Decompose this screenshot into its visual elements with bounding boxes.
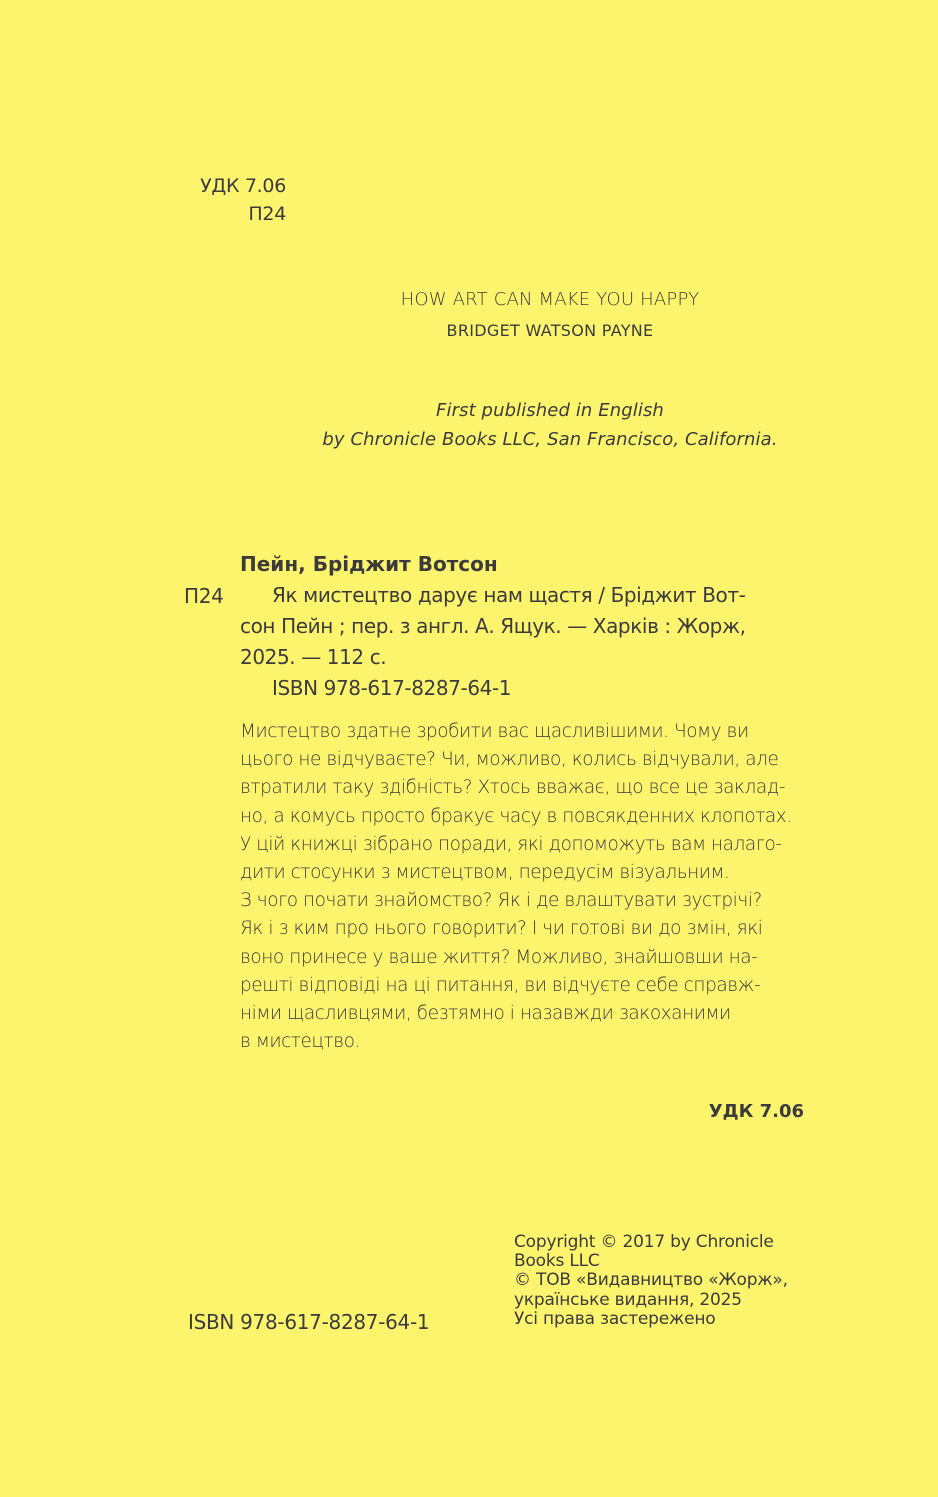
udk-code-bottom: УДК 7.06 [708,1101,804,1122]
isbn-bottom: ISBN 978-617-8287-64-1 [188,1310,430,1334]
catalog-code: П24 [184,584,224,608]
annotation-line: Як і з ким про нього говорити? І чи готові ви до змін, які [240,918,763,940]
first-published-line: First published in English [436,400,664,421]
annotation-line: німи щасливцями, безтямно і назавжди закоханими [240,1003,731,1025]
copyright-line: Copyright © 2017 by Chronicle [514,1232,774,1252]
first-published-line: by Chronicle Books LLC, San Francisco, California. [322,429,778,450]
annotation-line: но, а комусь просто бракує часу в повсякденних клопотах. [240,805,792,827]
copyright-line: Books LLC [514,1251,600,1272]
annotation-line: У цій книжці зібрано поради, які допоможуть вам налаго- [240,833,782,855]
udk-code: УДК 7.06 [200,175,286,197]
copyright-line: © ТОВ «Видавництво «Жорж», [514,1270,788,1291]
catalog-author-heading: Пейн, Бріджит Вотсон [240,552,498,576]
annotation-paragraph [240,718,806,1056]
original-title: HOW ART CAN MAKE YOU HAPPY [400,289,700,310]
bibliographic-description [240,580,804,704]
annotation-line: втратили таку здібність? Хтось вважає, що все це заклад- [240,777,786,799]
bibliographic-line: сон Пейн ; пер. з англ. А. Ящук. — Харків : Жорж, [240,614,746,638]
bibliographic-line: Як мистецтво дарує нам щастя / Бріджит Вот- [272,583,746,607]
author-mark: П24 [248,203,286,225]
annotation-line: дити стосунки з мистецтвом, передусім візуальним. [240,862,730,884]
annotation-line: воно принесе у ваше життя? Можливо, знайшовши на- [240,946,758,968]
original-author: BRIDGET WATSON PAYNE [446,321,654,340]
annotation-line: в мистецтво. [240,1031,360,1053]
copyright-line: українське видання, 2025 [514,1289,742,1310]
copyright-line: Усі права застережено [514,1308,716,1329]
annotation-line: З чого почати знайомство? Як і де влаштувати зустрічі? [240,890,762,912]
bibliographic-line: 2025. — 112 с. [240,645,387,669]
annotation-line: решті відповіді на ці питання, ви відчуєте себе справж- [240,974,761,996]
catalog-isbn: ISBN 978-617-8287-64-1 [272,676,512,700]
annotation-line: цього не відчуваєте? Чи, можливо, колись відчували, але [240,749,779,771]
first-published-note [220,396,880,454]
annotation-line: Мистецтво здатне зробити вас щасливішими. Чому ви [240,721,749,742]
copyright-block [514,1233,814,1329]
udk-block-top [150,172,286,228]
